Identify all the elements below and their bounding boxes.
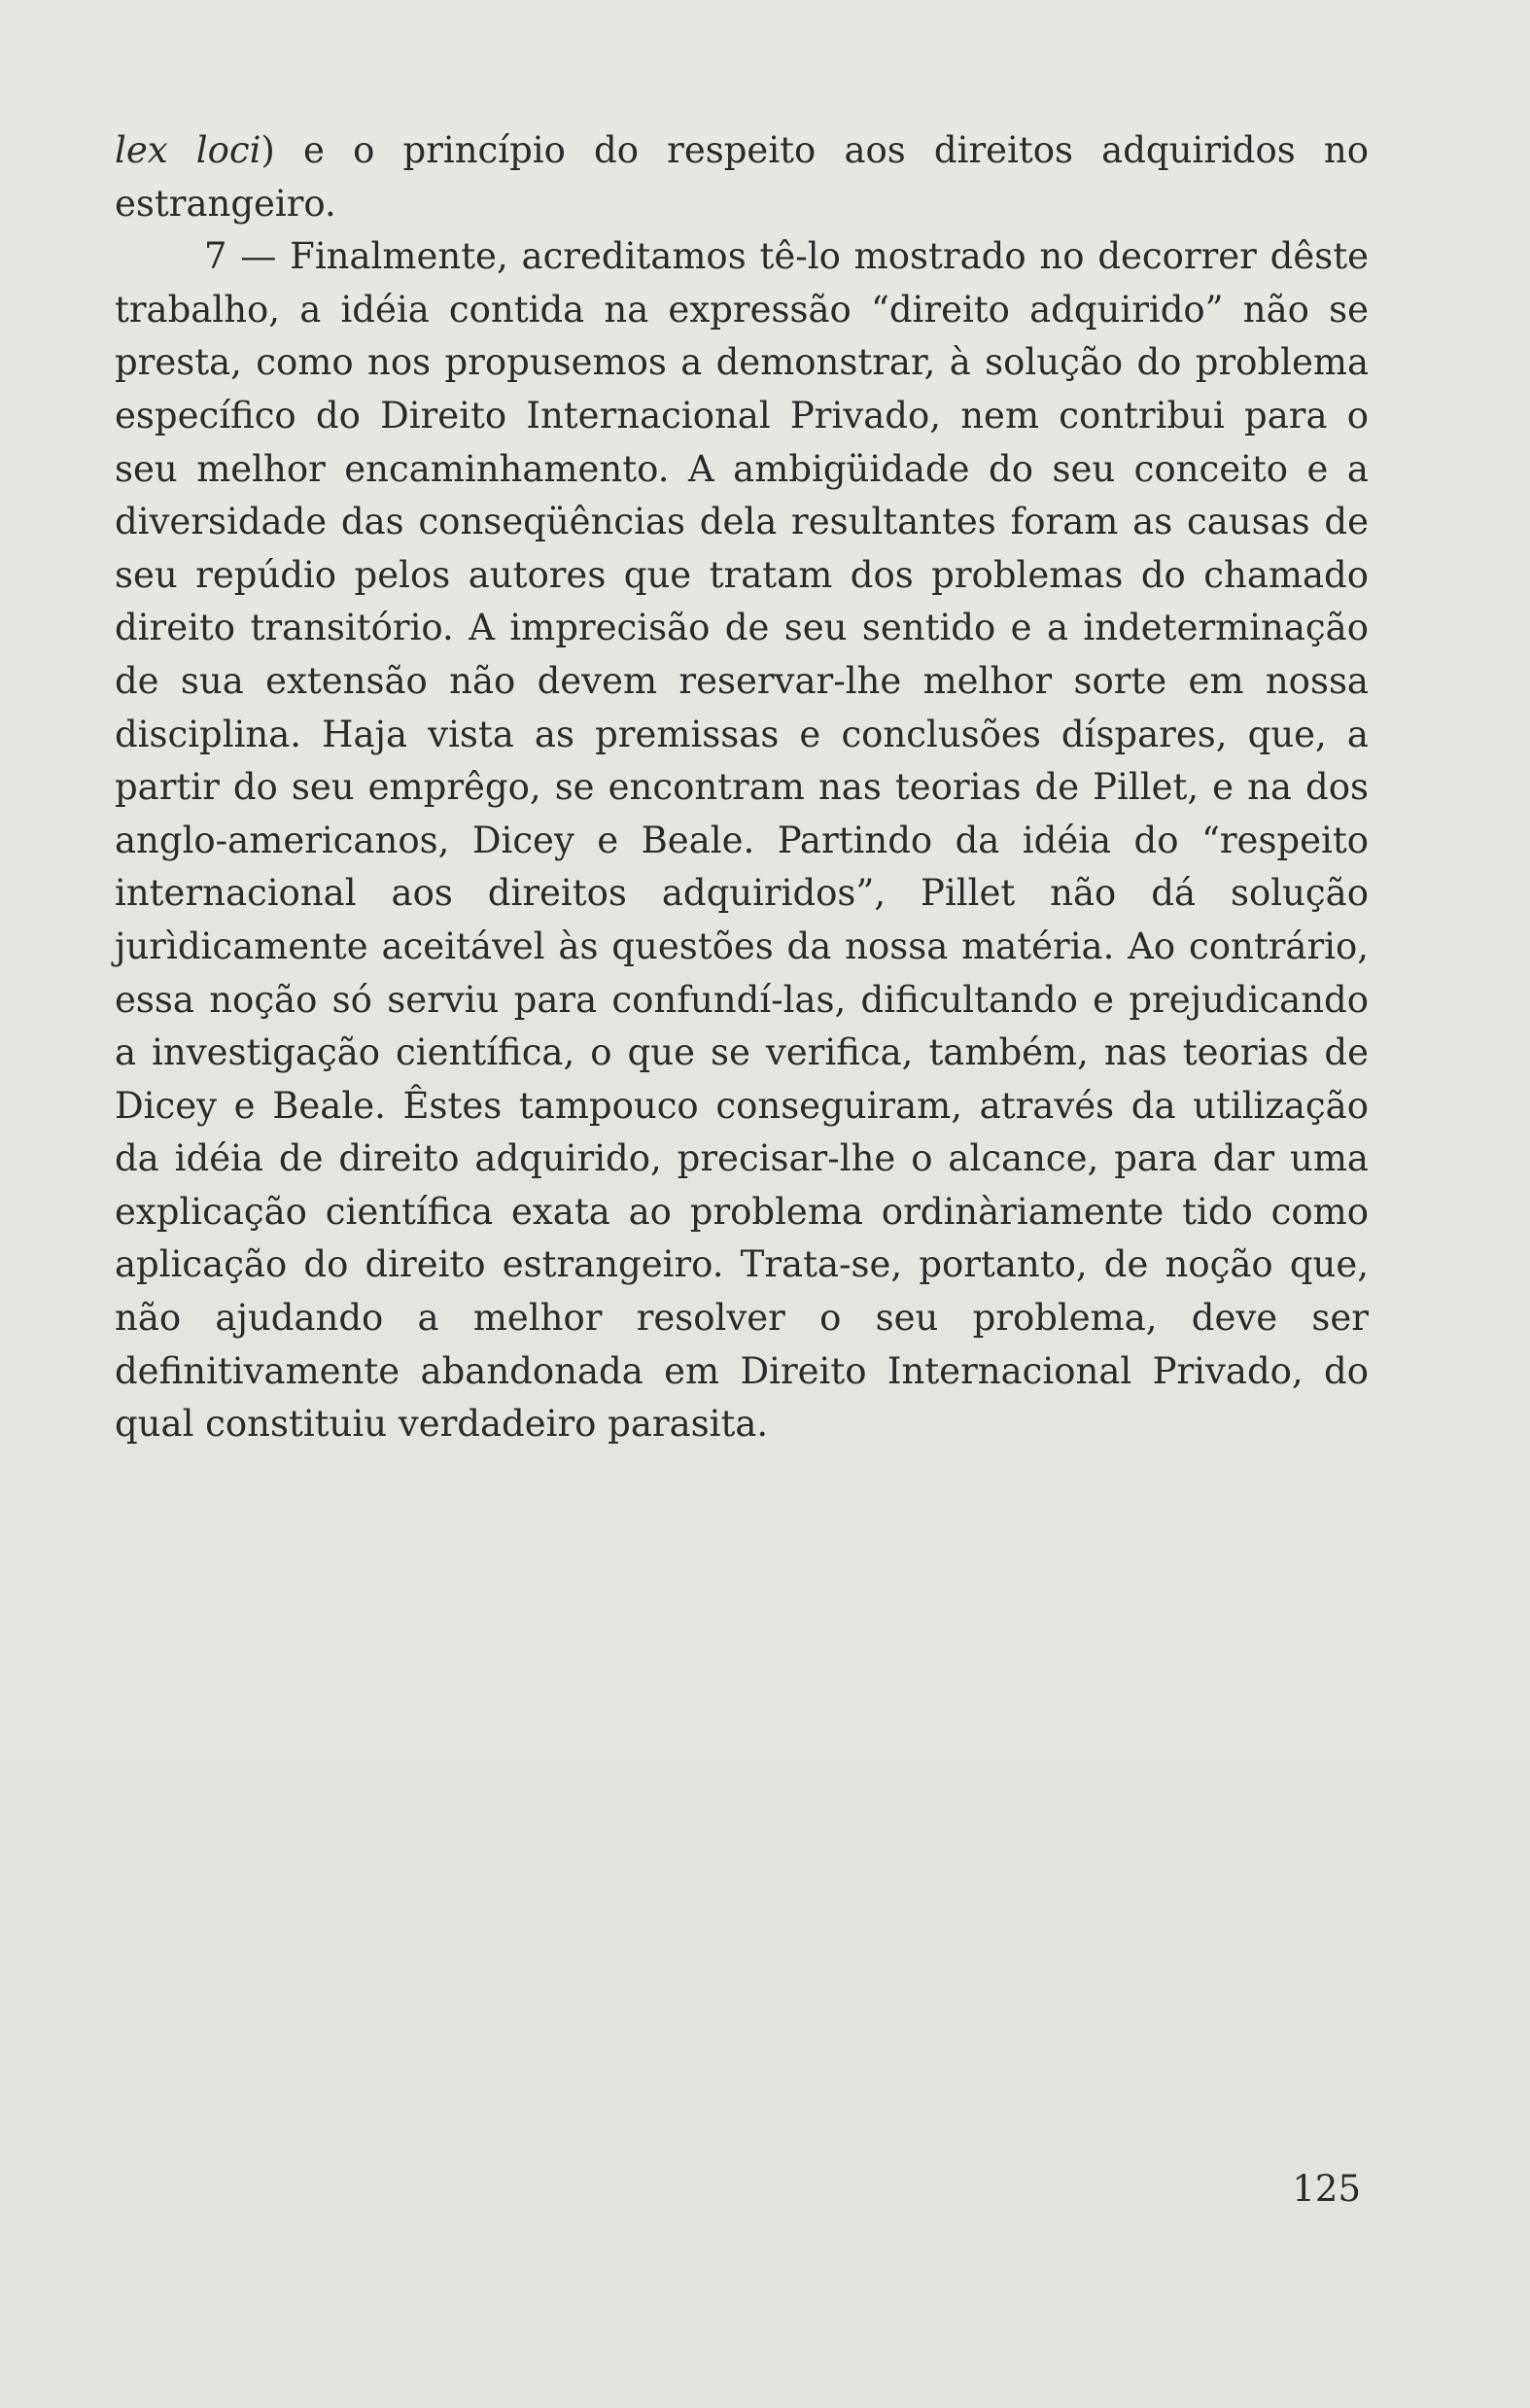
paragraph-1 — [115, 124, 1369, 230]
body-text — [115, 124, 1369, 1451]
latin-phrase: lex loci — [115, 129, 261, 171]
paragraph-1-text: ) e o princípio do respeito aos direitos adquiridos no estrangeiro. — [115, 129, 1369, 225]
paragraph-2: 7 — Finalmente, acreditamos tê-lo mostrado no decorrer dêste trabalho, a idéia contida na expressão “direito adquirido” não se presta, como nos propusemos a demonstrar, à solução do problema específico do Direito Internacional Privado, nem contribui para o seu melhor encaminhamento. A ambigüidade do seu conceito e a diversidade das conseqüências dela resultantes foram as causas de seu repúdio pelos autores que tratam dos problemas do chamado direito transitório. A imprecisão de seu sentido e a indeterminação de sua extensão não devem reservar-lhe melhor sorte em nossa disciplina. Haja vista as premissas e conclusões díspares, que, a partir do seu emprêgo, se encontram nas teorias de Pillet, e na dos anglo-americanos, Dicey e Beale. Partindo da idéia do “respeito internacional aos direitos adquiridos”, Pillet não dá solução jurìdicamente aceitável às questões da nossa matéria. Ao contrário, essa noção só serviu para confundí-las, dificultando e prejudicando a investigação científica, o que se verifica, também, nas teorias de Dicey e Beale. Êstes tampouco conseguiram, através da utilização da idéia de direito adquirido, precisar-lhe o alcance, para dar uma explicação científica exata ao problema ordinàriamente tido como aplicação do direito estrangeiro. Trata-se, portanto, de noção que, não ajudando a melhor resolver o seu problema, deve ser definitivamente abandonada em Direito Internacional Privado, do qual constituiu verdadeiro parasita. — [115, 235, 1369, 1446]
page-number: 125 — [1292, 2168, 1361, 2210]
